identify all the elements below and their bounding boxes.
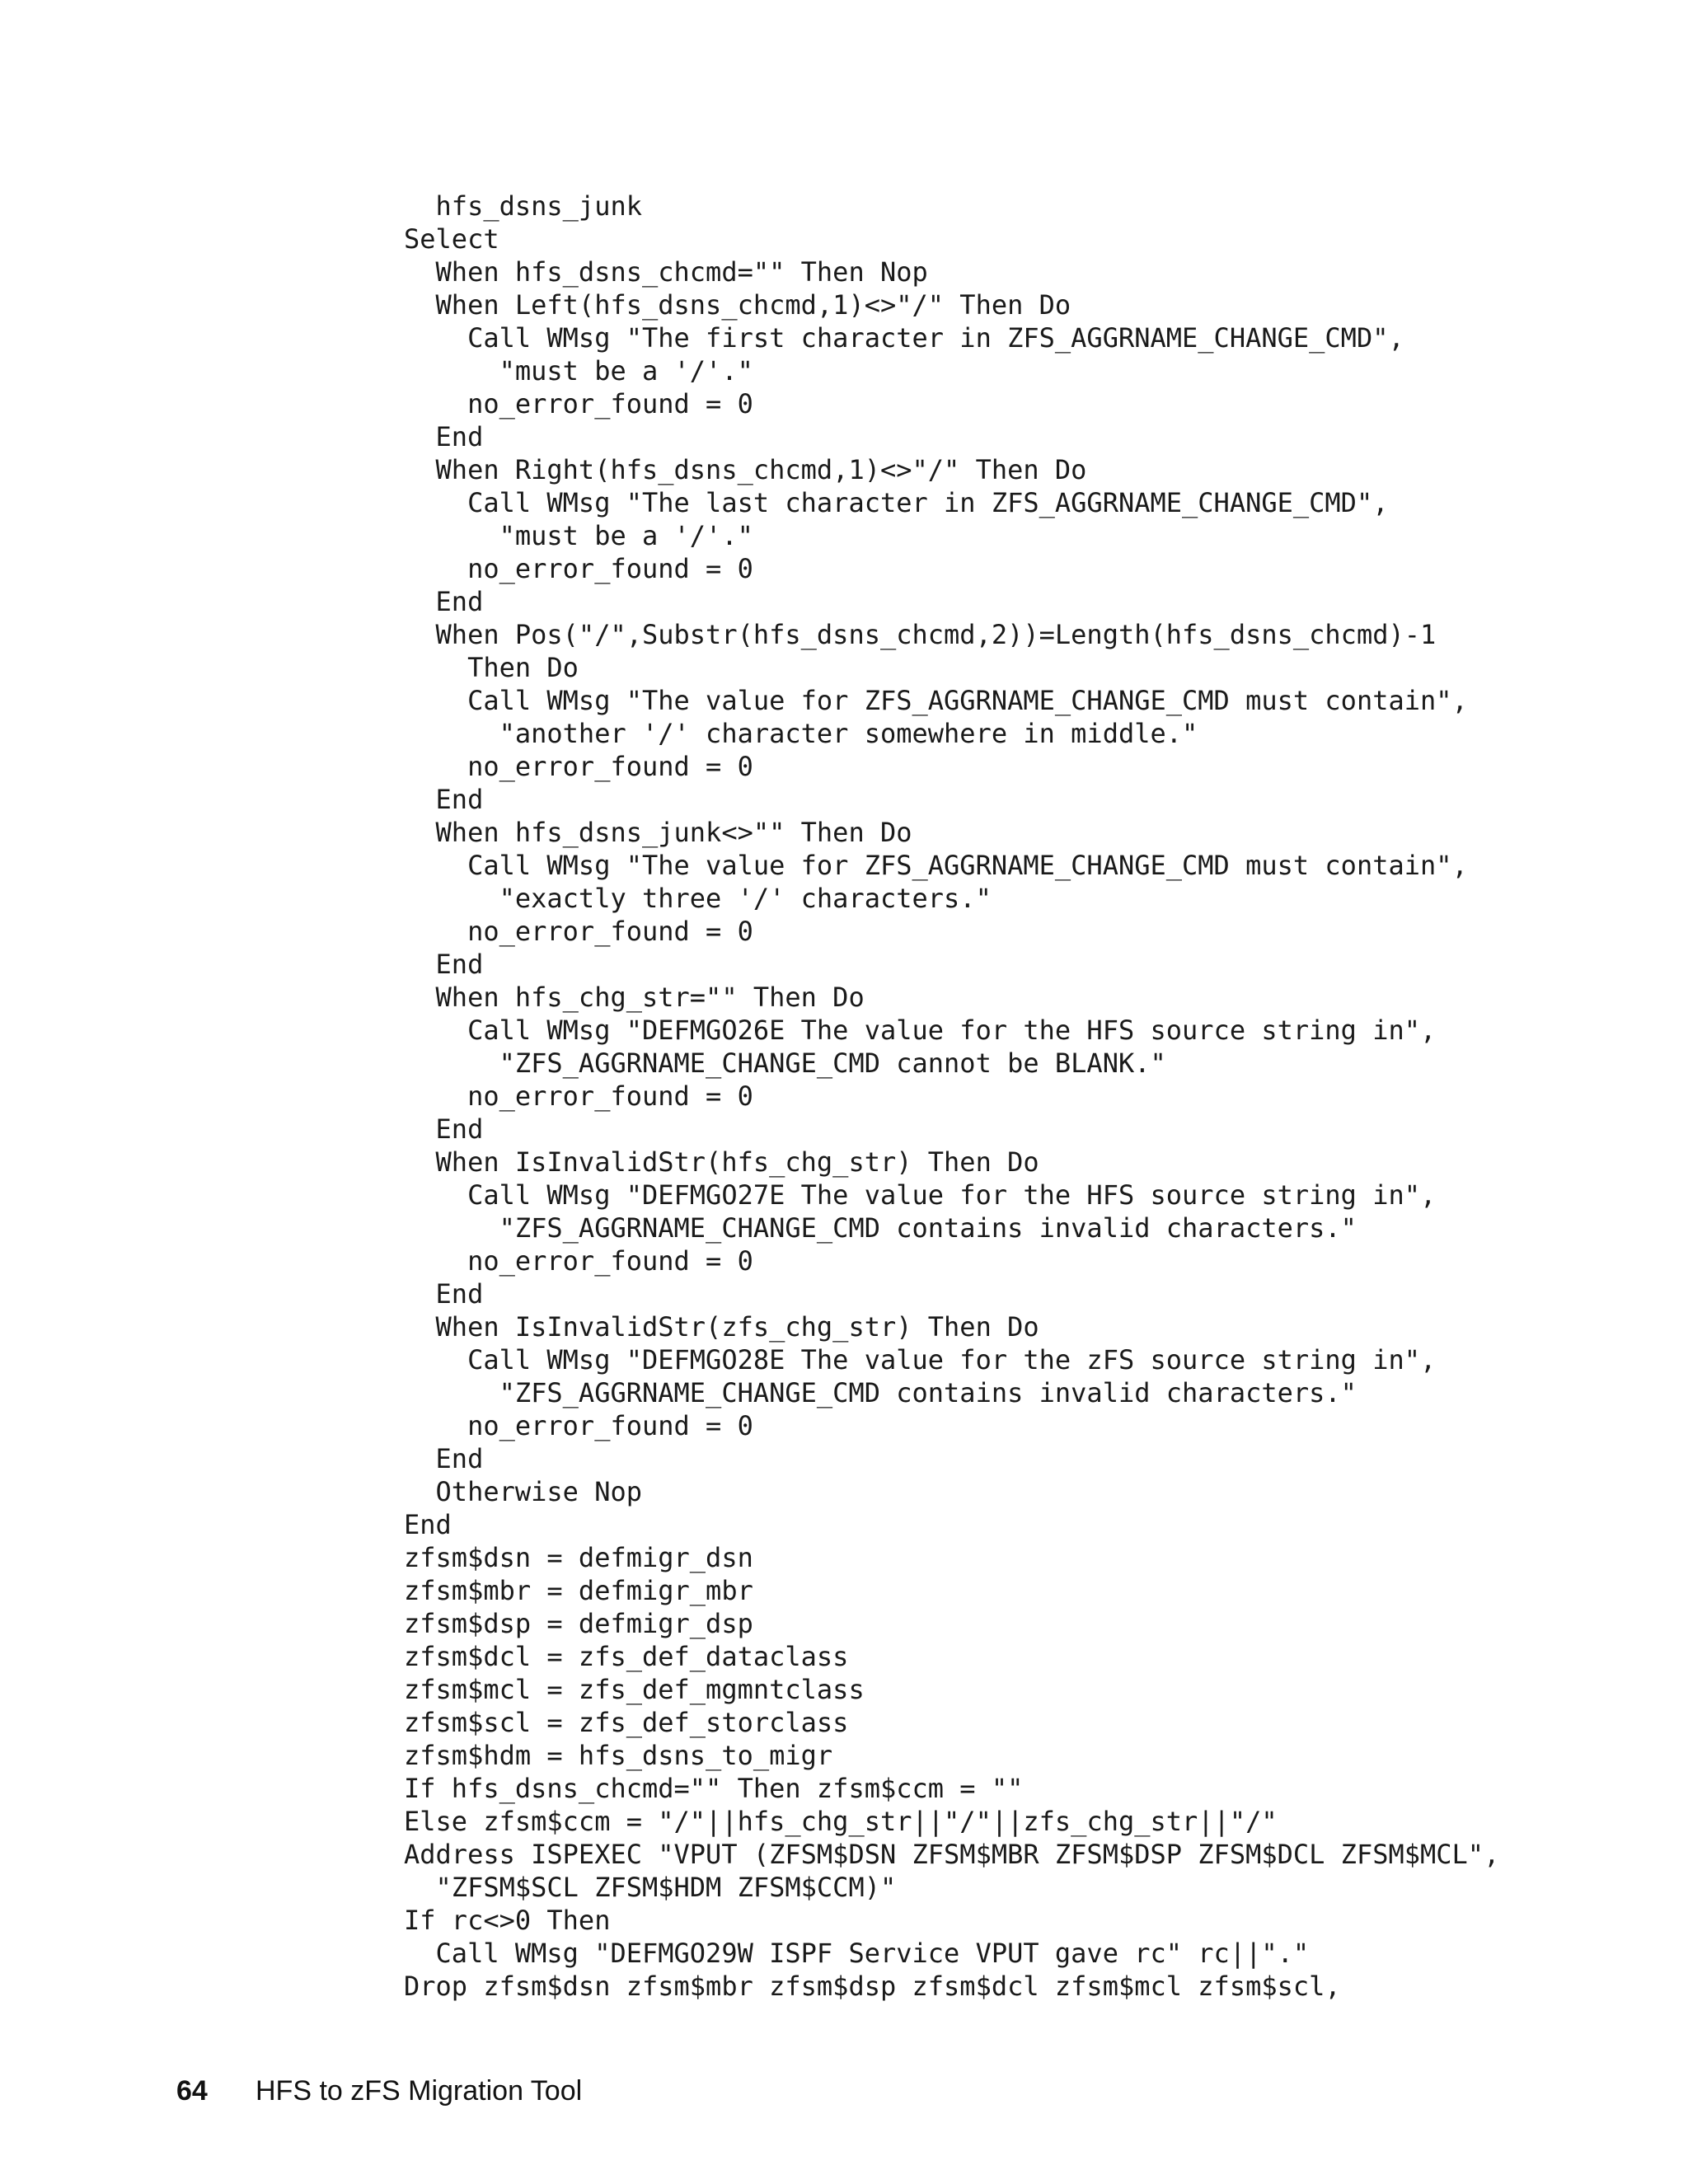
- code-line: Address ISPEXEC "VPUT (ZFSM$DSN ZFSM$MBR ZFSM$DSP ZFSM$DCL ZFSM$MCL",: [404, 1839, 1500, 1870]
- page-number: 64: [176, 2075, 208, 2107]
- code-line: zfsm$dsp = defmigr_dsp: [404, 1608, 753, 1639]
- book-title: HFS to zFS Migration Tool: [256, 2075, 583, 2107]
- code-line: Call WMsg "The first character in ZFS_AGGRNAME_CHANGE_CMD",: [404, 322, 1404, 354]
- code-line: zfsm$mcl = zfs_def_mgmntclass: [404, 1674, 865, 1705]
- code-line: "must be a '/'.": [404, 520, 753, 551]
- code-line: zfsm$dsn = defmigr_dsn: [404, 1542, 753, 1573]
- code-line: When hfs_dsns_junk<>"" Then Do: [404, 817, 912, 848]
- code-line: no_error_found = 0: [404, 751, 753, 782]
- code-line: no_error_found = 0: [404, 1410, 753, 1441]
- code-line: zfsm$dcl = zfs_def_dataclass: [404, 1641, 849, 1672]
- code-line: If rc<>0 Then: [404, 1905, 611, 1936]
- code-line: Call WMsg "DEFMGO26E The value for the HFS source string in",: [404, 1015, 1437, 1046]
- code-line: Then Do: [404, 652, 579, 683]
- code-line: "ZFS_AGGRNAME_CHANGE_CMD contains invalid characters.": [404, 1212, 1357, 1244]
- code-line: When hfs_dsns_chcmd="" Then Nop: [404, 256, 928, 288]
- code-line: When IsInvalidStr(hfs_chg_str) Then Do: [404, 1146, 1039, 1178]
- code-line: no_error_found = 0: [404, 916, 753, 947]
- code-line: Else zfsm$ccm = "/"||hfs_chg_str||"/"||zfs_chg_str||"/": [404, 1806, 1278, 1837]
- code-line: When IsInvalidStr(zfs_chg_str) Then Do: [404, 1311, 1039, 1343]
- code-line: "exactly three '/' characters.": [404, 883, 992, 914]
- code-line: End: [404, 586, 484, 617]
- code-line: no_error_found = 0: [404, 1080, 753, 1112]
- code-line: Call WMsg "The last character in ZFS_AGGRNAME_CHANGE_CMD",: [404, 487, 1389, 518]
- code-line: Drop zfsm$dsn zfsm$mbr zfsm$dsp zfsm$dcl zfsm$mcl zfsm$scl,: [404, 1971, 1341, 2002]
- code-line: End: [404, 949, 484, 980]
- code-line: "must be a '/'.": [404, 355, 753, 387]
- code-line: Call WMsg "DEFMGO27E The value for the HFS source string in",: [404, 1179, 1437, 1211]
- code-line: zfsm$mbr = defmigr_mbr: [404, 1575, 753, 1606]
- code-line: Call WMsg "DEFMGO29W ISPF Service VPUT gave rc" rc||".": [404, 1938, 1310, 1969]
- code-line: If hfs_dsns_chcmd="" Then zfsm$ccm = "": [404, 1773, 1024, 1804]
- code-line: End: [404, 784, 484, 815]
- code-listing: [404, 190, 1499, 2003]
- code-line: no_error_found = 0: [404, 388, 753, 419]
- code-line: "another '/' character somewhere in middle.": [404, 718, 1198, 749]
- code-line: zfsm$scl = zfs_def_storclass: [404, 1707, 849, 1738]
- code-line: Call WMsg "DEFMGO28E The value for the zFS source string in",: [404, 1344, 1437, 1376]
- page-footer: [176, 2075, 582, 2107]
- code-line: End: [404, 421, 484, 452]
- code-line: no_error_found = 0: [404, 553, 753, 584]
- code-line: End: [404, 1113, 484, 1145]
- code-line: zfsm$hdm = hfs_dsns_to_migr: [404, 1740, 833, 1771]
- code-line: When hfs_chg_str="" Then Do: [404, 982, 865, 1013]
- code-line: End: [404, 1278, 484, 1310]
- code-line: Otherwise Nop: [404, 1476, 642, 1507]
- code-line: hfs_dsns_junk: [404, 190, 642, 222]
- code-line: End: [404, 1443, 484, 1474]
- code-line: "ZFS_AGGRNAME_CHANGE_CMD contains invalid characters.": [404, 1377, 1357, 1408]
- code-line: End: [404, 1509, 452, 1540]
- code-line: When Pos("/",Substr(hfs_dsns_chcmd,2))=Length(hfs_dsns_chcmd)-1: [404, 619, 1437, 650]
- code-line: "ZFS_AGGRNAME_CHANGE_CMD cannot be BLANK.": [404, 1047, 1166, 1079]
- code-line: Call WMsg "The value for ZFS_AGGRNAME_CHANGE_CMD must contain",: [404, 850, 1468, 881]
- code-line: "ZFSM$SCL ZFSM$HDM ZFSM$CCM)": [404, 1872, 897, 1903]
- code-line: no_error_found = 0: [404, 1245, 753, 1277]
- code-line: Call WMsg "The value for ZFS_AGGRNAME_CHANGE_CMD must contain",: [404, 685, 1468, 716]
- code-line: When Right(hfs_dsns_chcmd,1)<>"/" Then Do: [404, 454, 1087, 485]
- code-line: Select: [404, 223, 499, 255]
- code-line: When Left(hfs_dsns_chcmd,1)<>"/" Then Do: [404, 289, 1071, 321]
